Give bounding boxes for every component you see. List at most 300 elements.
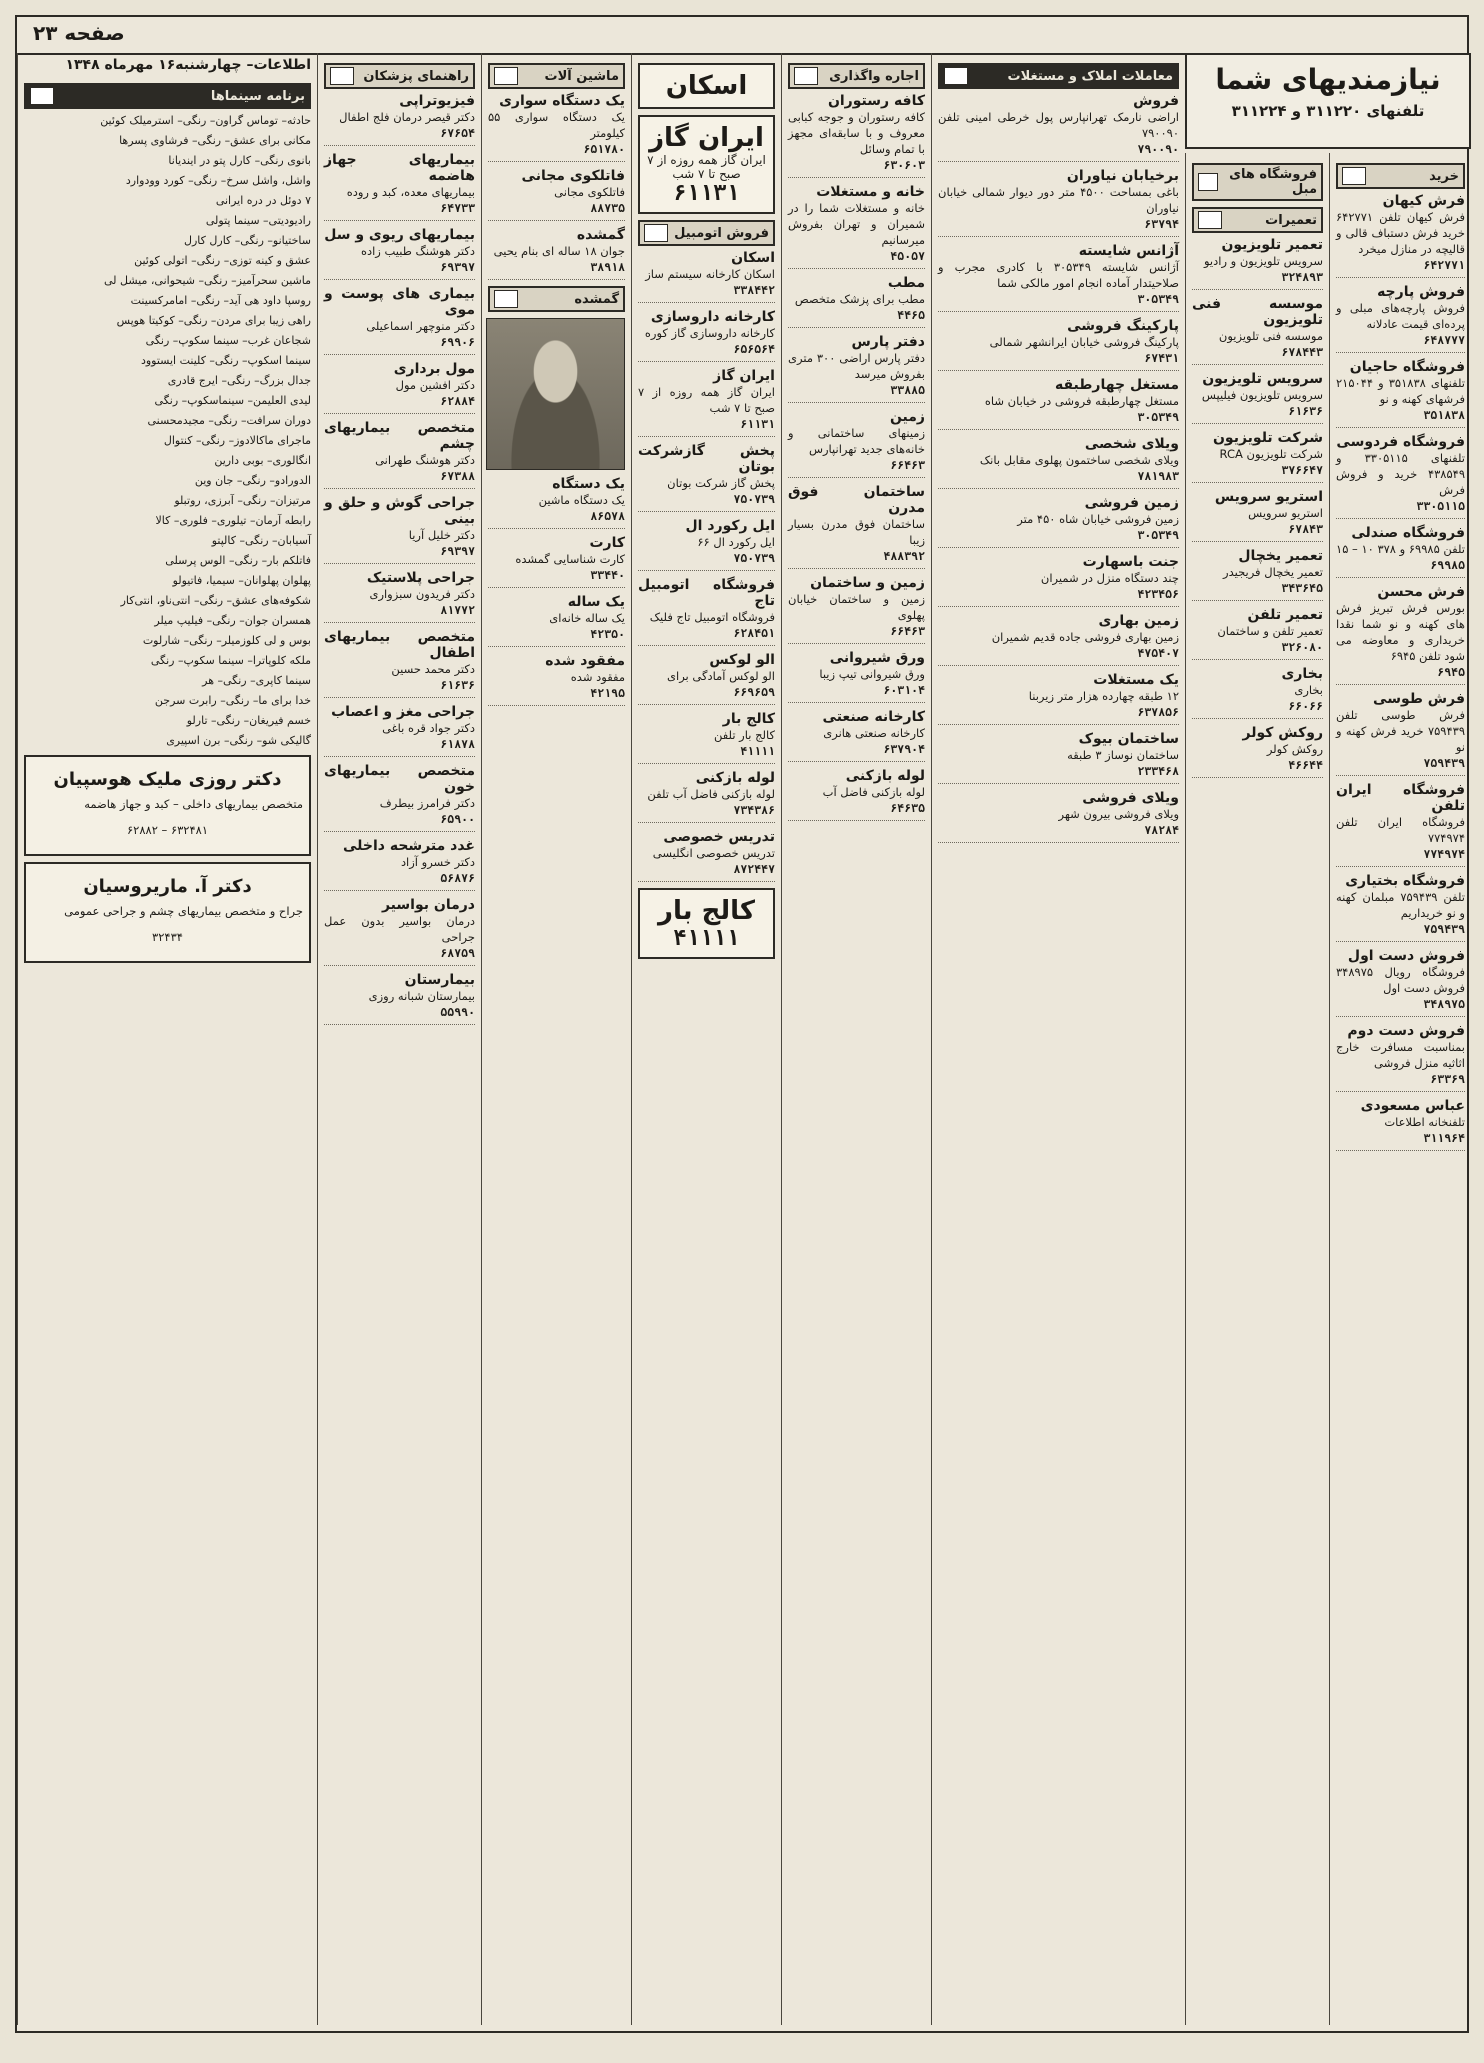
- car-section-title: فروش اتومبیل: [674, 225, 769, 241]
- ad-headline: مفقود شده: [545, 653, 625, 669]
- ad-phone: ۶۲۸۴۵۱: [733, 626, 775, 640]
- classified-ad: [788, 768, 925, 821]
- ad-headline: تدریس خصوصی: [663, 829, 775, 845]
- doctors-ads: [324, 93, 475, 1025]
- ad-headline: لوله بازکنی: [845, 768, 925, 784]
- column-rental: [781, 53, 931, 2025]
- irangas-hours: ایران گاز همه روزه از ۷ صبح تا ۷ شب: [647, 153, 766, 181]
- cinema-listing: سینما اسکوپ– رنگی– کلینت ایستوود: [140, 354, 311, 367]
- ad-phone: ۳۴۸۹۷۵: [1423, 997, 1465, 1011]
- classified-ad: [324, 93, 475, 146]
- classified-ad: [638, 518, 775, 571]
- cinema-listing: فاتلکم بار– رنگی– الوس پرسلی: [165, 554, 311, 567]
- ad-phone: ۶۷۶۵۴: [440, 126, 475, 140]
- ad-headline: یک دستگاه سواری: [499, 93, 625, 109]
- classified-ad: [324, 152, 475, 221]
- cinema-listing: ملکه کلوپاترا– سینما سکوپ– رنگی: [150, 654, 311, 667]
- ad-body: دکتر خلیل آریا: [408, 528, 475, 542]
- rental-section-title: اجاره واگذاری: [829, 68, 919, 84]
- ad-phone: ۶۴۲۷۷۱: [1423, 258, 1465, 272]
- ad-phone: ۶۸۷۵۹: [440, 946, 475, 960]
- classified-ad: [324, 495, 475, 564]
- ad-body: دکتر هوشنگ طهرانی: [375, 453, 475, 467]
- college-bar-logo: [638, 888, 775, 959]
- ad-body: تلفن ۶۹۹۸۵ و ۳۷۸ ۱۰ – ۱۵: [1336, 542, 1465, 556]
- ad-body: بیمارستان شبانه روزی: [368, 989, 475, 1003]
- ad-phone: ۶۳۷۸۵۶: [1137, 705, 1179, 719]
- ad-phone: ۶۶۴۶۳: [890, 458, 925, 472]
- cinema-listing: روسپا داود هی آید– رنگی– امامرکسینت: [130, 294, 311, 307]
- ad-body: ۱۲ طبقه چهارده هزار متر زیربنا: [1028, 689, 1179, 703]
- ad-headline: مول برداری: [393, 361, 475, 377]
- ad-headline: لوله بازکنی: [695, 770, 775, 786]
- ad-headline: خانه و مستغلات: [816, 184, 925, 200]
- cinema-listing: بوس و لی کلوزمیلر– رنگی– شارلوت: [142, 634, 311, 647]
- ad-phone: ۳۳۰۵۱۱۵: [1416, 499, 1465, 513]
- classified-ad: [1336, 584, 1465, 685]
- ad-body: زمینهای ساختمانی و خانه‌های جدید تهرانپارس: [788, 426, 925, 456]
- column-machines: [481, 53, 631, 2025]
- ad-headline: فروش دست دوم: [1347, 1023, 1465, 1039]
- newspaper-page: [15, 15, 1469, 2033]
- classified-ad: [938, 243, 1179, 312]
- ad-body: کافه رستوران و جوجه کبابی معروف و با سابقه‌ای مجهز با تمام وسائل: [788, 110, 925, 156]
- ad-headline: غدد مترشحه داخلی: [343, 838, 475, 854]
- ad-headline: ویلای شخصی: [1084, 436, 1179, 452]
- ad-headline: ورق شیروانی: [829, 650, 925, 666]
- classified-ad: [1336, 284, 1465, 353]
- ad-phone: ۶۲۸۸۴: [440, 394, 475, 408]
- ad-phone: ۶۳۷۹۰۴: [883, 742, 925, 756]
- ad-phone: ۶۶۰۶۶: [1288, 699, 1323, 713]
- ad-phone: ۶۹۴۵: [1437, 665, 1465, 679]
- doctor-phone-2: ۳۲۴۳۴: [152, 930, 183, 944]
- ad-phone: ۴۴۶۵: [897, 308, 925, 322]
- cinema-list: [24, 113, 311, 749]
- ad-headline: موسسه فنی تلویزیون: [1192, 296, 1323, 328]
- ad-body: تعمیر تلفن و ساختمان: [1217, 624, 1323, 638]
- classified-ad: [1336, 873, 1465, 942]
- classified-ad: [488, 594, 625, 647]
- realestate-section-header: [938, 63, 1179, 89]
- car-section-header: [638, 220, 775, 246]
- cinema-listing: راهی زیبا برای مردن– رنگی– کوکیتا هوپس: [116, 314, 311, 327]
- classified-ad: [1336, 1023, 1465, 1092]
- ad-headline: درمان بواسیر: [381, 897, 475, 913]
- film-icon: [30, 87, 54, 105]
- ad-body: موسسه فنی تلویزیون: [1218, 329, 1323, 343]
- ad-body: لوله بازکنی فاضل آب تلفن: [647, 787, 775, 801]
- ad-phone: ۶۱۸۷۸: [440, 737, 475, 751]
- ad-body: چند دستگاه منزل در شمیران: [1040, 571, 1179, 585]
- ad-headline: تعمیر تلفن: [1247, 607, 1323, 623]
- ad-body: دفتر پارس اراضی ۳۰۰ متری بفروش میرسد: [788, 351, 925, 381]
- ad-body: فاتلکوی مجانی: [554, 185, 625, 199]
- ad-phone: ۳۸۹۱۸: [590, 260, 625, 274]
- ad-body: دکتر جواد قره باغی: [382, 721, 475, 735]
- ad-body: مفقود شده: [570, 670, 625, 684]
- doctors-section-header: [324, 63, 475, 89]
- ad-body: زمین فروشی خیابان شاه ۴۵۰ متر: [1017, 512, 1179, 526]
- portrait-photo: [486, 318, 625, 470]
- ad-headline: بیماریهای ریوی و سل: [324, 227, 475, 243]
- classified-ad: [938, 672, 1179, 725]
- ad-body: شرکت تلویزیون RCA: [1219, 447, 1323, 461]
- masthead-phones: تلفنهای ۳۱۱۲۲۰ و ۳۱۱۲۲۴: [1231, 102, 1425, 120]
- ad-headline: عباس مسعودی: [1360, 1098, 1465, 1114]
- ad-body: جوان ۱۸ ساله ای بنام یحیی: [493, 244, 625, 258]
- classified-ad: [938, 377, 1179, 430]
- ad-body: کالج بار تلفن: [713, 728, 775, 742]
- classified-ad: [1192, 666, 1323, 719]
- ad-headline: پخش گازشرکت بوتان: [638, 443, 775, 475]
- ad-body: استریو سرویس: [1248, 506, 1323, 520]
- ad-body: لوله بازکنی فاضل آب: [822, 785, 925, 799]
- column-doctors: [317, 53, 481, 2025]
- ad-phone: ۳۷۶۶۴۷: [1281, 463, 1323, 477]
- ad-headline: ایران گاز: [713, 368, 775, 384]
- ad-body: دکتر فریدون سبزواری: [369, 587, 475, 601]
- doctor-box-1: [24, 755, 311, 856]
- classified-ad: [1336, 948, 1465, 1017]
- ad-headline: فروش دست اول: [1347, 948, 1465, 964]
- doctor-box-2: [24, 862, 311, 963]
- search-icon: [494, 290, 518, 308]
- classified-ad: [788, 184, 925, 269]
- cinema-listing: پهلوان پهلوانان– سیمیا، فاتیولو: [172, 574, 311, 587]
- ad-headline: یک ساله: [567, 594, 625, 610]
- classified-ad: [324, 838, 475, 891]
- cinema-listing: مرتیزان– رنگی– آبرزی، روتبلو: [174, 494, 311, 507]
- ad-headline: کارخانه داروسازی: [650, 309, 775, 325]
- classified-ad: [938, 554, 1179, 607]
- classified-ad: [938, 318, 1179, 371]
- cinema-listing: خسم فیریغان– رنگی– تارلو: [186, 714, 311, 727]
- ad-body: کارخانه داروسازی گاز کوره: [644, 326, 775, 340]
- ad-body: کارت شناسایی گمشده: [515, 552, 625, 566]
- cinema-listing: ماجرای ماکالادوز– رنگی– کنتوال: [163, 434, 311, 447]
- cinema-listing: ماشین سحرآمیز– رنگی– شیحوانی، میشل لی: [103, 274, 311, 287]
- medical-cross-icon: [330, 67, 354, 85]
- classified-ad: [938, 495, 1179, 548]
- ad-headline: فروشگاه فردوسی: [1336, 434, 1465, 450]
- ad-body: تدریس خصوصی انگلیسی: [652, 846, 775, 860]
- cinema-listing: الدورادو– رنگی– جان وین: [194, 474, 311, 487]
- ad-body: تعمیر یخچال فریجیدر: [1223, 565, 1323, 579]
- ad-body: فروشگاه اتومبیل تاج فلیک: [649, 610, 775, 624]
- cinema-listing: شکوفه‌های عشق– رنگی– انتی‌ناو، انتی‌کار: [120, 594, 311, 607]
- classified-ad: [788, 484, 925, 569]
- classified-ad: [1336, 359, 1465, 428]
- ad-phone: ۶۴۷۳۳: [440, 201, 475, 215]
- ad-phone: ۴۶۶۴۴: [1288, 758, 1323, 772]
- cinema-listing: لیدی العلیمن– سینماسکوپ– رنگی: [154, 394, 311, 407]
- classified-ad: [488, 168, 625, 221]
- lost-section-header: [488, 286, 625, 312]
- ad-phone: ۶۳۷۹۴: [1144, 217, 1179, 231]
- cinema-listing: ساختیانو– رنگی– کارل کارل: [184, 234, 311, 247]
- ad-phone: ۶۱۱۳۱: [740, 417, 775, 431]
- ad-phone: ۶۴۶۳۵: [890, 801, 925, 815]
- ad-phone: ۳۱۱۹۶۴: [1423, 1131, 1465, 1145]
- ad-phone: ۶۵۶۵۶۴: [733, 342, 775, 356]
- ad-headline: یک دستگاه: [552, 476, 625, 492]
- classified-ad: [938, 613, 1179, 666]
- ad-body: زمین و ساختمان خیابان پهلوی: [788, 592, 925, 622]
- ascan-logo-text: اسکان: [665, 71, 748, 101]
- ad-headline: جراحی گوش و حلق و بینی: [324, 495, 475, 527]
- classified-ad: [488, 653, 625, 706]
- classified-ad: [938, 93, 1179, 162]
- ad-body: زمین بهاری فروشی جاده قدیم شمیران: [991, 630, 1179, 644]
- ad-body: ویلای شخصی ساختمون پهلوی مقابل بانک: [979, 453, 1179, 467]
- doctor-text-2: جراح و متخصص بیماریهای چشم و جراحی عمومی: [64, 904, 303, 918]
- classified-ad: [324, 629, 475, 698]
- ad-headline: شرکت تلویزیون: [1212, 430, 1323, 446]
- ad-headline: زمین و ساختمان: [810, 575, 925, 591]
- ad-headline: فرش طوسی: [1373, 691, 1465, 707]
- classified-ad: [638, 652, 775, 705]
- ad-body: ویلای فروشی بیرون شهر: [1058, 807, 1179, 821]
- ad-phone: ۵۶۸۷۶: [440, 871, 475, 885]
- ad-headline: کارخانه صنعتی: [822, 709, 925, 725]
- ad-headline: ساختمان بیوک: [1078, 731, 1179, 747]
- furniture-section-title: فروشگاه های مبل: [1229, 167, 1317, 197]
- ad-phone: ۷۵۰۷۳۹: [733, 492, 775, 506]
- cinema-listing: حادثه– توماس گراون– رنگی– استرمیلک کوئین: [100, 114, 311, 127]
- ad-phone: ۶۹۳۹۷: [440, 544, 475, 558]
- column-buy-sell: [1329, 153, 1471, 2025]
- masthead-title: نیازمندیهای شما: [1215, 63, 1441, 96]
- realestate-ads: [938, 93, 1179, 843]
- classified-ad: [638, 770, 775, 823]
- cinema-listing: خدا برای ما– رنگی– رابرت سرجن: [154, 694, 311, 707]
- cinema-listing: شجاعان غرب– سینما سکوپ– رنگی: [145, 334, 311, 347]
- ad-body: سرویس تلویزیون و رادیو: [1203, 254, 1323, 268]
- rental-section-header: [788, 63, 925, 89]
- classified-ad: [788, 650, 925, 703]
- realestate-section-title: معاملات املاک و مستغلات: [1007, 68, 1173, 84]
- ad-headline: بیماری های پوست و موی: [324, 286, 475, 318]
- classified-ad: [638, 250, 775, 303]
- ad-headline: متخصص بیماریهای اطفال: [324, 629, 475, 661]
- cinema-section-header: [24, 83, 311, 109]
- ad-phone: ۴۷۵۴۰۷: [1137, 646, 1179, 660]
- ad-headline: مطب: [887, 275, 925, 291]
- ad-phone: ۷۸۲۸۴: [1144, 823, 1179, 837]
- cinema-listing: واشل، واشل سرخ– رنگی– کورد وودوارد: [125, 174, 311, 187]
- classified-ad: [1192, 296, 1323, 365]
- ad-body: باغی بمساحت ۴۵۰۰ متر دور دیوار شمالی خیابان نیاوران: [938, 185, 1179, 215]
- ad-headline: گمشده: [576, 227, 625, 243]
- ad-phone: ۳۲۶۰۸۰: [1281, 640, 1323, 654]
- classified-ad: [638, 711, 775, 764]
- ad-headline: فروشگاه ایران تلفن: [1336, 782, 1465, 814]
- ad-headline: مستغل چهارطبقه: [1054, 377, 1179, 393]
- ad-headline: ویلای فروشی: [1082, 790, 1179, 806]
- ad-body: پارکینگ فروشی خیابان ایرانشهر شمالی: [989, 335, 1179, 349]
- column-realestate: [931, 53, 1185, 2025]
- cinema-listing: عشق و کینه توزی– رنگی– اتولی کوئین: [134, 254, 311, 267]
- ad-body: تلفنهای ۳۵۱۸۳۸ و ۲۱۵۰۴۴ فرشهای کهنه و نو: [1336, 376, 1465, 406]
- ad-phone: ۶۶۹۶۵۹: [733, 685, 775, 699]
- ad-phone: ۶۹۳۹۷: [440, 260, 475, 274]
- classified-ad: [488, 535, 625, 588]
- cinema-listing: گالیکی شو– رنگی– برن اسپیری: [166, 734, 311, 747]
- ad-body: اراضی نارمک تهرانپارس پول خرطی امینی تلفن ۷۹۰۰۹۰: [938, 110, 1179, 140]
- ad-headline: فرش کیهان: [1382, 193, 1465, 209]
- ad-body: بمناسبت مسافرت خارج اثاثیه منزل فروشی: [1336, 1040, 1465, 1070]
- ad-phone: ۶۱۶۳۶: [440, 678, 475, 692]
- column-gas-cars: [631, 53, 781, 2025]
- ad-body: یک ساله خانه‌ای: [549, 611, 625, 625]
- ad-body: مستغل چهارطبقه فروشی در خیابان شاه: [984, 394, 1179, 408]
- ad-body: تلفنهای ۳۳۰۵۱۱۵ و ۴۳۸۵۴۹ خرید و فروش فرش: [1336, 451, 1465, 497]
- doctor-name-1: دکتر روزی ملیک هوسپیان: [53, 769, 282, 790]
- ascan-logo: [638, 63, 775, 109]
- lost-ads: [488, 476, 625, 706]
- repairs-section-header: [1192, 207, 1323, 233]
- car-icon: [644, 224, 668, 242]
- ad-body: فرش طوسی تلفن ۷۵۹۴۳۹ خرید فرش کهنه و نو: [1336, 708, 1465, 754]
- ad-body: ساختمان فوق مدرن بسیار زیبا: [788, 517, 925, 547]
- ad-headline: الو لوکس: [709, 652, 775, 668]
- ad-phone: ۴۲۱۹۵: [590, 686, 625, 700]
- ad-body: فروشگاه رویال ۳۴۸۹۷۵ فروش دست اول: [1336, 965, 1465, 995]
- classified-ad: [488, 93, 625, 162]
- ad-headline: فرش محسن: [1377, 584, 1465, 600]
- cinema-listing: جدال بزرگ– رنگی– ایرج قادری: [167, 374, 311, 387]
- cinema-section-title: برنامه سینماها: [210, 88, 305, 104]
- furniture-section-header: [1192, 163, 1323, 201]
- ad-body: ایران گاز همه روزه از ۷ صبح تا ۷ شب: [638, 385, 775, 415]
- classified-ad: [1336, 1098, 1465, 1151]
- ad-phone: ۶۵۱۷۸۰: [583, 142, 625, 156]
- buy-section-title: خرید: [1429, 168, 1459, 184]
- ad-body: دکتر خسرو آزاد: [400, 855, 475, 869]
- classified-ad: [324, 704, 475, 757]
- ad-phone: ۴۵۰۵۷: [890, 249, 925, 263]
- ad-phone: ۷۳۴۳۸۶: [733, 803, 775, 817]
- classified-ad: [788, 275, 925, 328]
- ad-body: فرش کیهان تلفن ۶۴۲۷۷۱ خرید فرش دستباف قالی و قالیچه در منازل میخرد: [1336, 210, 1465, 256]
- classified-ad: [1192, 237, 1323, 290]
- ad-phone: ۷۵۰۷۳۹: [733, 551, 775, 565]
- ad-headline: ایل رکورد ال: [685, 518, 775, 534]
- classified-ad: [324, 763, 475, 832]
- ad-body: بخاری: [1294, 683, 1323, 697]
- ad-body: دکتر هوشنگ طبیب زاده: [360, 244, 475, 258]
- ad-phone: ۶۷۸۴۴۳: [1281, 345, 1323, 359]
- house-icon: [794, 67, 818, 85]
- buy-sell-ads: [1336, 193, 1465, 1151]
- ad-phone: ۶۷۴۳۱: [1144, 351, 1179, 365]
- ad-body: یک دستگاه سواری ۵۵ کیلومتر: [488, 110, 625, 140]
- ad-phone: ۷۵۹۴۳۹: [1423, 756, 1465, 770]
- classified-ad: [1336, 782, 1465, 867]
- classified-ad: [1192, 371, 1323, 424]
- classified-ad: [1192, 725, 1323, 778]
- ad-phone: ۶۰۳۱۰۴: [883, 683, 925, 697]
- ad-headline: آژانس شایسته: [1078, 243, 1179, 259]
- ad-headline: فروشگاه صندلی: [1351, 525, 1465, 541]
- repairs-ads: [1192, 237, 1323, 778]
- ad-phone: ۶۶۴۶۳: [890, 624, 925, 638]
- ad-phone: ۳۳۸۸۵: [890, 383, 925, 397]
- cinema-listing: انگالوری– بوبی دارین: [214, 454, 311, 467]
- ad-phone: ۷۸۱۹۸۳: [1137, 469, 1179, 483]
- cinema-listing: ۷ دوئل در دره ایرانی: [215, 194, 311, 207]
- rental-ads: [788, 93, 925, 821]
- classified-ad: [1336, 691, 1465, 776]
- irangas-logo-text: ایران گاز: [649, 123, 764, 153]
- ad-phone: ۸۸۷۳۵: [590, 201, 625, 215]
- gear-icon: [494, 67, 518, 85]
- ad-body: فروشگاه ایران تلفن ۷۷۴۹۷۴: [1336, 815, 1465, 845]
- ad-body: دکتر محمد حسین: [391, 662, 475, 676]
- ad-phone: ۸۱۷۷۲: [440, 603, 475, 617]
- classified-ad: [788, 409, 925, 478]
- cinema-listing: مکانی برای عشق– رنگی– فرشاوی پسر‌ها: [119, 134, 311, 147]
- ad-body: آژانس شایسته ۳۰۵۳۴۹ با کادری مجرب و صلاحیتدار آماده انجام امور مالکی شما: [938, 260, 1179, 290]
- ad-body: دکتر قیصر درمان فلج اطفال: [339, 110, 475, 124]
- classified-ad: [938, 731, 1179, 784]
- cinema-listing: سینما کاپری– رنگی– هر: [202, 674, 311, 687]
- ad-phone: ۳۳۴۴۰: [590, 568, 625, 582]
- ad-body: بورس فرش تبریز فرش های کهنه و نو شما نقدا خریداری و معاوضه می شود تلفن ۶۹۴۵: [1336, 601, 1465, 663]
- ad-headline: ساختمان فوق مدرن: [788, 484, 925, 516]
- ad-headline: اسکان: [731, 250, 775, 266]
- ad-headline: زمین فروشی: [1084, 495, 1179, 511]
- ad-phone: ۶۴۸۷۷۷: [1423, 333, 1465, 347]
- classified-ad: [788, 334, 925, 403]
- ad-headline: تعمیر یخچال: [1238, 548, 1323, 564]
- wrench-icon: [1198, 211, 1222, 229]
- classified-ad: [638, 829, 775, 882]
- classified-ad: [788, 709, 925, 762]
- ad-headline: فروشگاه بختیاری: [1345, 873, 1465, 889]
- doctor-phone-1: ۶۳۲۴۸۱ – ۶۲۸۸۲: [126, 823, 208, 837]
- classified-ad: [1192, 607, 1323, 660]
- ad-body: روکش کولر: [1266, 742, 1323, 756]
- ad-headline: برخیابان نیاوران: [1066, 168, 1179, 184]
- page-header: [17, 17, 1467, 55]
- cart-icon: [1342, 167, 1366, 185]
- classified-ad: [324, 227, 475, 280]
- repairs-section-title: تعمیرات: [1265, 212, 1317, 228]
- cinema-listing: رادیودیتی– سینما پتولی: [205, 214, 311, 227]
- classified-ad: [488, 476, 625, 529]
- ad-headline: بیماریهای جهاز هاضمه: [324, 152, 475, 184]
- ad-headline: یک مستغلات: [1093, 672, 1179, 688]
- classified-ad: [324, 897, 475, 966]
- cinema-listing: رابطه آرمان– تیلوری– فلوری– کالا: [155, 514, 311, 527]
- ad-body: ایل رکورد ال ۶۶: [697, 535, 775, 549]
- ad-headline: کافه رستوران: [827, 93, 925, 109]
- classified-ad: [1336, 434, 1465, 519]
- ad-body: اسکان کارخانه سیستم ساز: [645, 267, 775, 281]
- ad-phone: ۳۳۸۴۴۲: [733, 283, 775, 297]
- classified-ad: [488, 227, 625, 280]
- classified-ad: [1336, 525, 1465, 578]
- ad-phone: ۶۳۰۶۰۳: [883, 158, 925, 172]
- ad-phone: ۸۶۵۷۸: [590, 509, 625, 523]
- ad-phone: ۶۱۶۳۶: [1288, 404, 1323, 418]
- ad-body: تلفنخانه اطلاعات: [1384, 1115, 1465, 1129]
- ad-body: خانه و مستغلات شما را در شمیران و تهران بفروش میرسانیم: [788, 201, 925, 247]
- ad-body: بیماریهای معده، کبد و روده: [346, 185, 475, 199]
- ad-body: دکتر منوچهر اسماعیلی: [366, 319, 475, 333]
